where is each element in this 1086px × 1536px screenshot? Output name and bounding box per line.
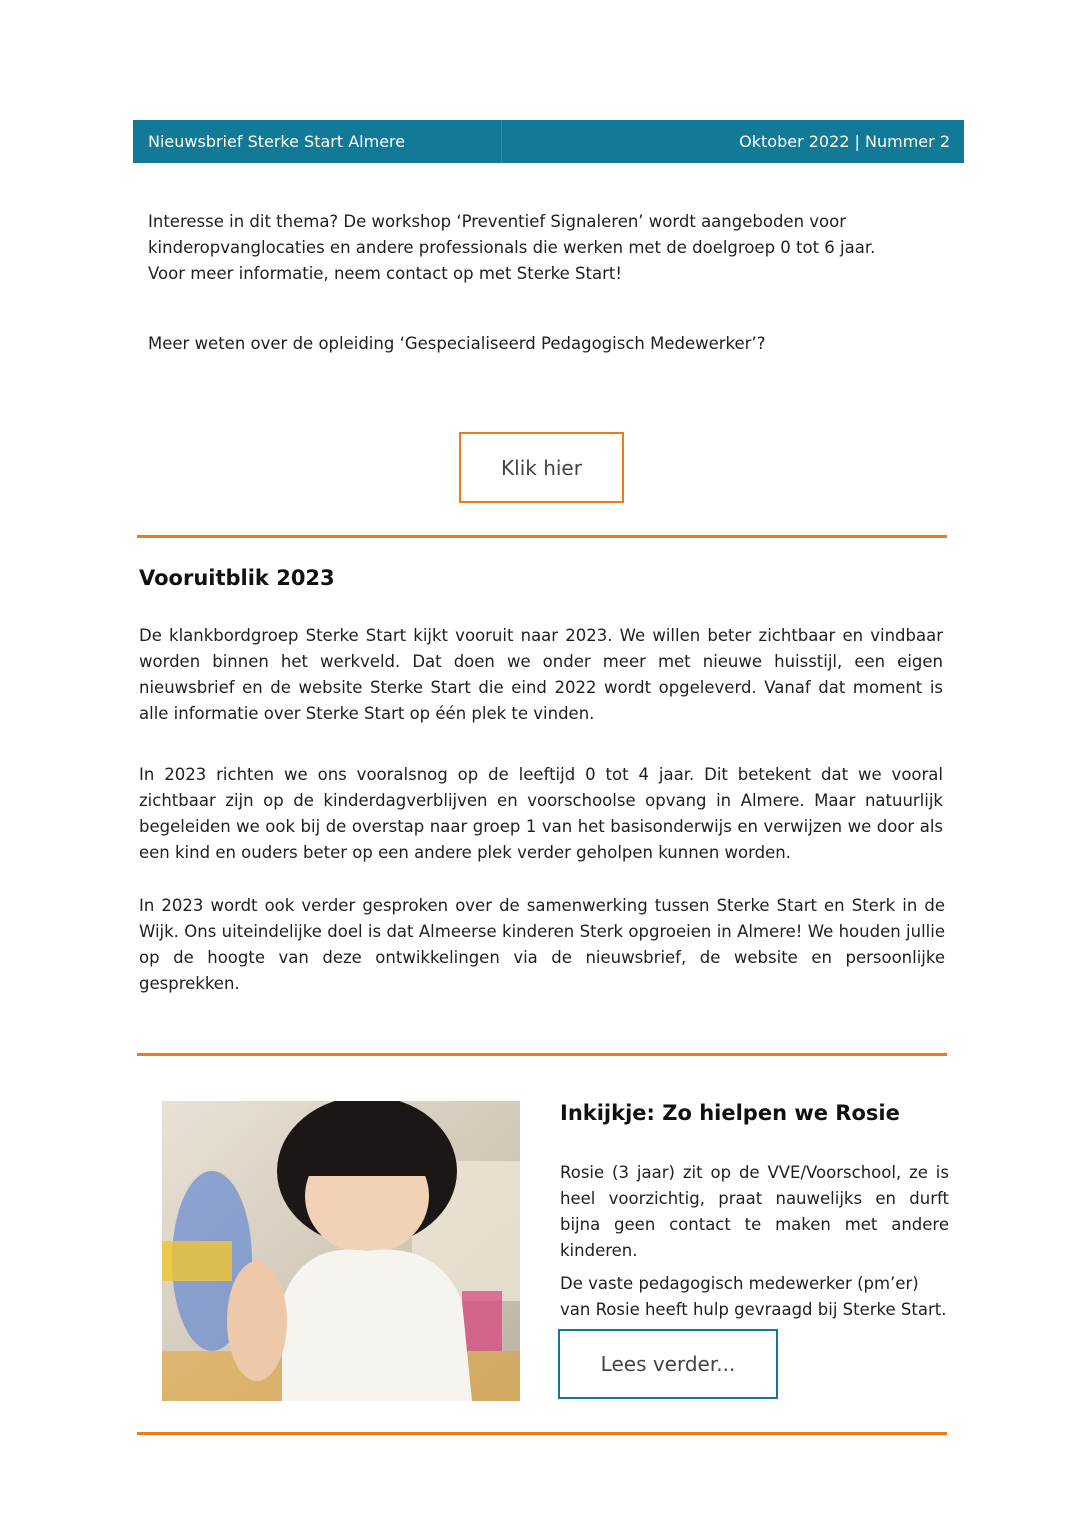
issue-info: Oktober 2022 | Nummer 2 bbox=[739, 132, 950, 151]
inkijkje-heading: Inkijkje: Zo hielpen we Rosie bbox=[560, 1101, 900, 1125]
section-divider bbox=[137, 535, 947, 538]
vooruitblik-paragraph-1: De klankbordgroep Sterke Start kijkt vooruit naar 2023. We willen beter zichtbaar en vindbaar worden binnen het werkveld. Dat doen we onder meer met nieuwe huisstijl, een eigen nieuwsbrief en de website Sterke Start die eind 2022 wordt opgeleverd. Vanaf dat moment is alle informatie over Sterke Start op één plek te vinden. bbox=[139, 626, 943, 723]
child-photo bbox=[162, 1101, 520, 1401]
vooruitblik-paragraph-2: In 2023 richten we ons vooralsnog op de leeftijd 0 tot 4 jaar. Dit betekent dat we vooral zichtbaar zijn op de kinderdagverblijven en voorschoolse opvang in Almere. Maar natuurlijk begeleiden we ook bij de overstap naar groep 1 van het basisonderwijs en verwijzen we door als een kind en ouders beter op een andere plek verder geholpen kunnen worden. bbox=[139, 765, 943, 862]
lees-verder-button[interactable]: Lees verder... bbox=[558, 1329, 778, 1399]
inkijkje-paragraph-2: De vaste pedagogisch medewerker (pm’er) van Rosie heeft hulp gevraagd bij Sterke Start. bbox=[560, 1274, 947, 1319]
opleiding-paragraph: Meer weten over de opleiding ‘Gespecialiseerd Pedagogisch Medewerker’? bbox=[148, 334, 766, 353]
inkijkje-paragraph-1: Rosie (3 jaar) zit op de VVE/Voorschool, ze is heel voorzichtig, praat nauwelijks en durft bijna geen contact te maken met andere kinderen. bbox=[560, 1163, 949, 1260]
workshop-paragraph: Interesse in dit thema? De workshop ‘Preventief Signaleren’ wordt aangeboden voor kinderopvanglocaties en andere professionals die werken met de doelgroep 0 tot 6 jaar. Voor meer informatie, neem contact op met Sterke Start! bbox=[148, 212, 876, 283]
section-divider bbox=[137, 1053, 947, 1056]
vooruitblik-heading: Vooruitblik 2023 bbox=[139, 566, 335, 590]
newsletter-header-bar bbox=[133, 120, 964, 163]
vooruitblik-paragraph-3: In 2023 wordt ook verder gesproken over de samenwerking tussen Sterke Start en Sterk in de Wijk. Ons uiteindelijke doel is dat Almeerse kinderen Sterk opgroeien in Almere! We houden jullie op de hoogte van deze ontwikkelingen via de nieuwsbrief, de website en persoonlijke gesprekken. bbox=[139, 896, 945, 993]
newsletter-title: Nieuwsbrief Sterke Start Almere bbox=[148, 132, 406, 151]
section-divider bbox=[137, 1432, 947, 1435]
klik-hier-button[interactable]: Klik hier bbox=[459, 432, 624, 503]
header-divider bbox=[501, 120, 502, 163]
